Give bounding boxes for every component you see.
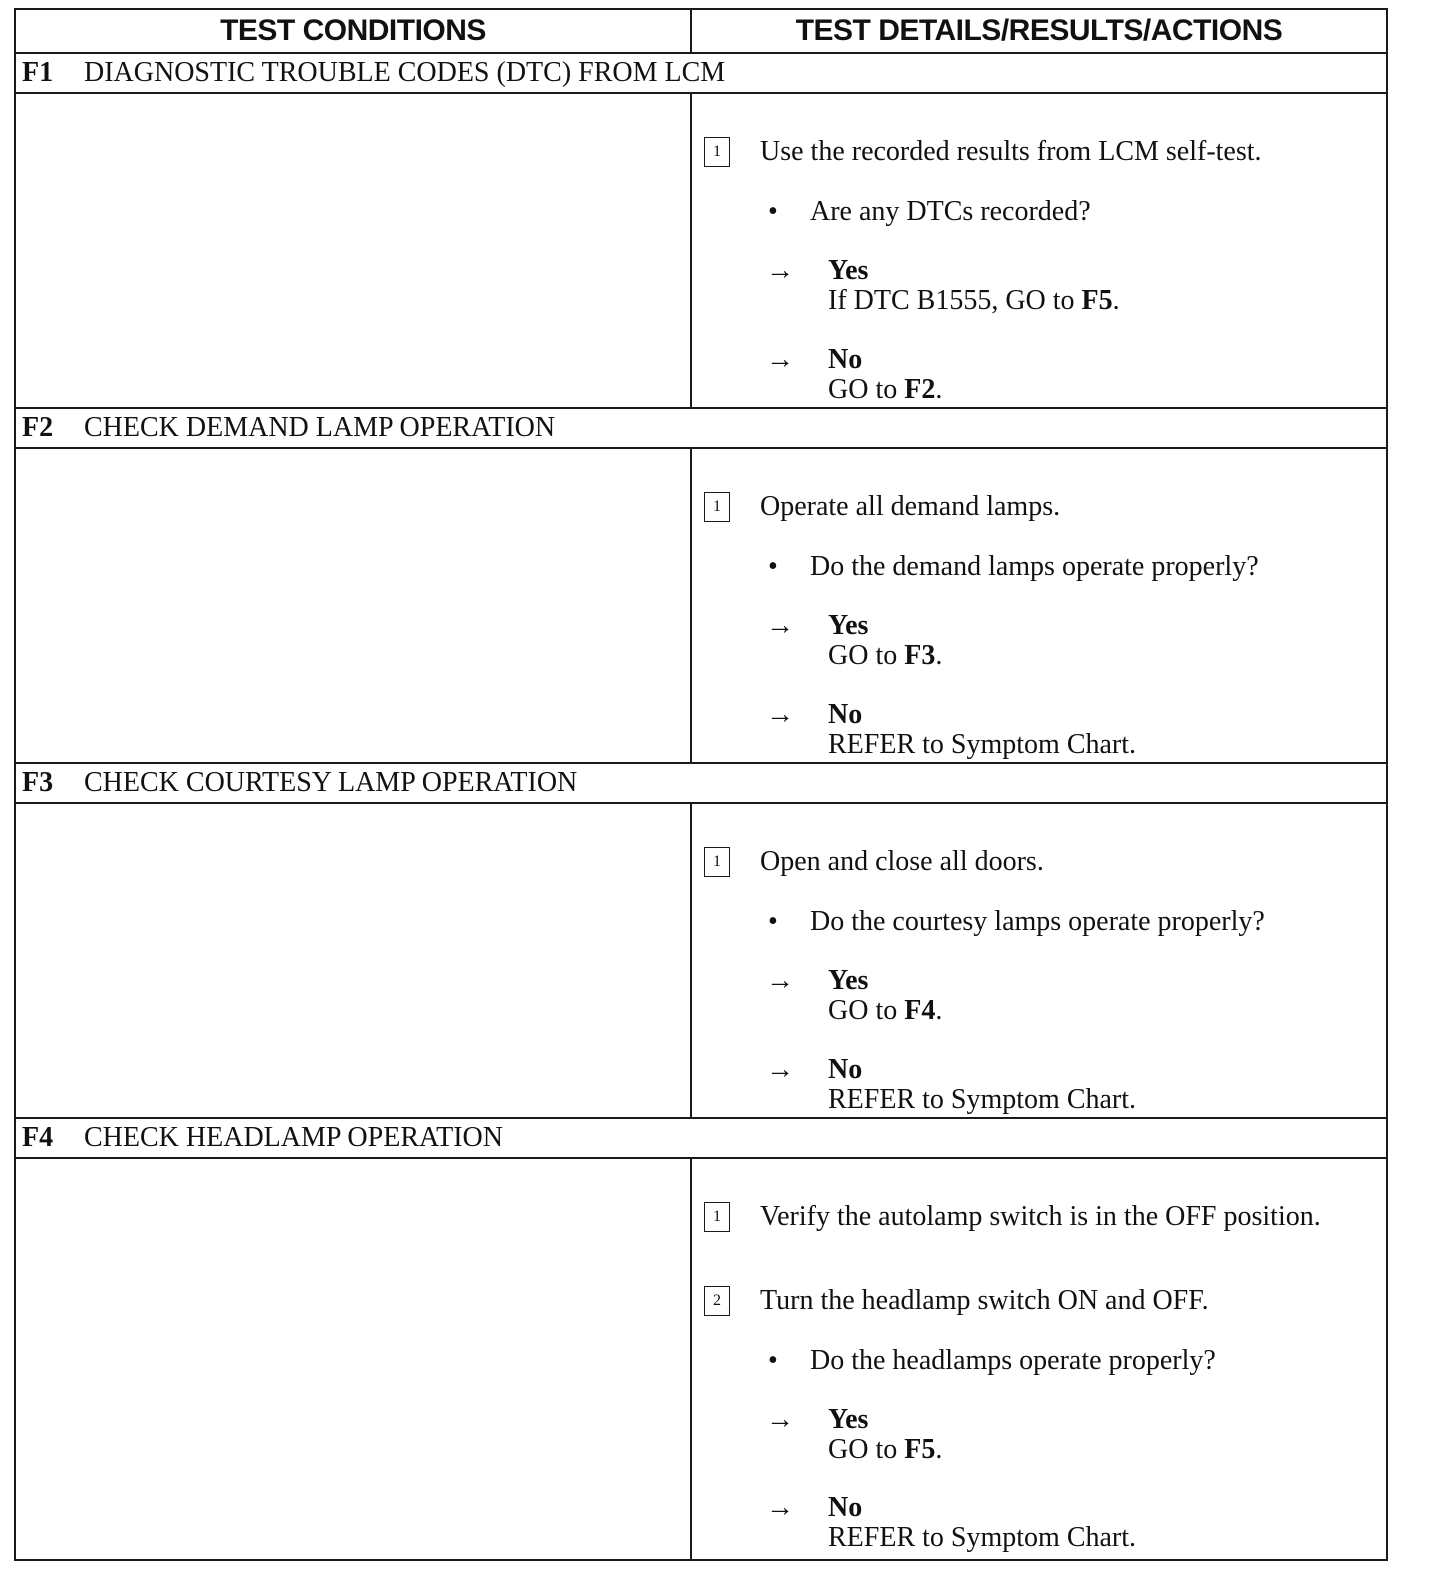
- step-item: [704, 136, 1262, 168]
- section-title-f1: [16, 54, 1386, 94]
- action-target: F2: [904, 374, 936, 405]
- table-header: [16, 10, 1386, 54]
- arrow-right-icon: →: [766, 1054, 794, 1085]
- section-id: F1: [22, 57, 54, 88]
- answer-label: Yes: [828, 610, 869, 641]
- arrow-right-icon: →: [766, 1492, 794, 1523]
- question-item: [768, 196, 1091, 228]
- answer-action: [766, 1523, 1136, 1553]
- action-text: REFER to Symptom Chart.: [828, 1084, 1137, 1115]
- bullet-icon: •: [768, 906, 778, 937]
- step-text: Open and close all doors.: [760, 846, 1044, 877]
- answer-action: [766, 730, 1136, 760]
- answer-label: Yes: [828, 255, 869, 286]
- section-body-f4: [16, 1159, 1386, 1559]
- action-target: F5: [1081, 285, 1113, 316]
- action-text: If DTC B1555, GO to: [828, 285, 1082, 316]
- diagnostic-table: [14, 8, 1388, 1561]
- step-number-box: 2: [704, 1286, 730, 1316]
- question-item: [768, 1345, 1216, 1377]
- action-punct: .: [935, 640, 943, 671]
- arrow-right-icon: →: [766, 699, 794, 730]
- section-title-text: DIAGNOSTIC TROUBLE CODES (DTC) FROM LCM: [84, 57, 726, 88]
- test-details-cell: [692, 94, 1386, 407]
- section-id: F2: [22, 412, 54, 443]
- question-text: Are any DTCs recorded?: [810, 196, 1091, 227]
- action-target: F5: [904, 1434, 936, 1465]
- answer-label: No: [828, 1054, 863, 1085]
- answer-label: No: [828, 1492, 863, 1523]
- section-id: F3: [22, 767, 54, 798]
- section-body-f1: [16, 94, 1386, 409]
- test-conditions-cell: [16, 449, 692, 762]
- action-text: GO to: [828, 640, 905, 671]
- answer-yes: [766, 966, 942, 1026]
- step-number-box: 1: [704, 137, 730, 167]
- answer-label: Yes: [828, 1404, 869, 1435]
- step-item: [704, 1285, 1209, 1317]
- bullet-icon: •: [768, 1345, 778, 1376]
- section-title-f2: [16, 409, 1386, 449]
- section-id: F4: [22, 1122, 54, 1153]
- answer-yes: [766, 611, 942, 671]
- section-body-f2: [16, 449, 1386, 764]
- question-item: [768, 906, 1265, 938]
- question-text: Do the headlamps operate properly?: [810, 1345, 1216, 1376]
- answer-no: [766, 1493, 1136, 1553]
- question-text: Do the demand lamps operate properly?: [810, 551, 1259, 582]
- step-item: [704, 1201, 1321, 1233]
- action-text: GO to: [828, 1434, 905, 1465]
- action-target: F4: [904, 995, 936, 1026]
- step-number-box: 1: [704, 492, 730, 522]
- bullet-icon: •: [768, 551, 778, 582]
- test-conditions-cell: [16, 1159, 692, 1559]
- arrow-right-icon: →: [766, 610, 794, 641]
- step-text: Operate all demand lamps.: [760, 491, 1061, 522]
- step-text: Verify the autolamp switch is in the OFF position.: [760, 1201, 1321, 1232]
- section-title-text: CHECK DEMAND LAMP OPERATION: [84, 412, 556, 443]
- section-title-text: CHECK COURTESY LAMP OPERATION: [84, 767, 578, 798]
- arrow-right-icon: →: [766, 965, 794, 996]
- action-text: REFER to Symptom Chart.: [828, 1522, 1137, 1553]
- action-text: GO to: [828, 995, 905, 1026]
- answer-yes: [766, 1405, 942, 1465]
- action-text: GO to: [828, 374, 905, 405]
- arrow-right-icon: →: [766, 344, 794, 375]
- answer-action: [766, 375, 942, 405]
- answer-action: [766, 641, 942, 671]
- section-title-f4: [16, 1119, 1386, 1159]
- test-details-cell: [692, 1159, 1386, 1559]
- action-target: F3: [904, 640, 936, 671]
- answer-action: [766, 996, 942, 1026]
- test-conditions-cell: [16, 804, 692, 1117]
- answer-action: [766, 1085, 1136, 1115]
- step-item: [704, 491, 1060, 523]
- arrow-right-icon: →: [766, 255, 794, 286]
- step-text: Use the recorded results from LCM self-test.: [760, 136, 1262, 167]
- action-text: REFER to Symptom Chart.: [828, 729, 1137, 760]
- action-punct: .: [935, 995, 943, 1026]
- test-details-cell: [692, 449, 1386, 762]
- answer-yes: [766, 256, 1120, 316]
- test-details-cell: [692, 804, 1386, 1117]
- answer-label: No: [828, 699, 863, 730]
- action-punct: .: [935, 374, 943, 405]
- answer-no: [766, 700, 1136, 760]
- action-punct: .: [1112, 285, 1120, 316]
- answer-action: [766, 1435, 942, 1465]
- test-conditions-cell: [16, 94, 692, 407]
- action-punct: .: [935, 1434, 943, 1465]
- question-text: Do the courtesy lamps operate properly?: [810, 906, 1265, 937]
- answer-no: [766, 1055, 1136, 1115]
- answer-no: [766, 345, 942, 405]
- step-number-box: 1: [704, 847, 730, 877]
- step-number-box: 1: [704, 1202, 730, 1232]
- header-test-conditions: TEST CONDITIONS: [16, 10, 692, 52]
- answer-action: [766, 286, 1120, 316]
- bullet-icon: •: [768, 196, 778, 227]
- section-title-f3: [16, 764, 1386, 804]
- arrow-right-icon: →: [766, 1404, 794, 1435]
- step-item: [704, 846, 1044, 878]
- header-test-details: TEST DETAILS/RESULTS/ACTIONS: [795, 14, 1283, 47]
- answer-label: Yes: [828, 965, 869, 996]
- step-text: Turn the headlamp switch ON and OFF.: [760, 1285, 1209, 1316]
- answer-label: No: [828, 344, 863, 375]
- section-body-f3: [16, 804, 1386, 1119]
- question-item: [768, 551, 1259, 583]
- section-title-text: CHECK HEADLAMP OPERATION: [84, 1122, 503, 1153]
